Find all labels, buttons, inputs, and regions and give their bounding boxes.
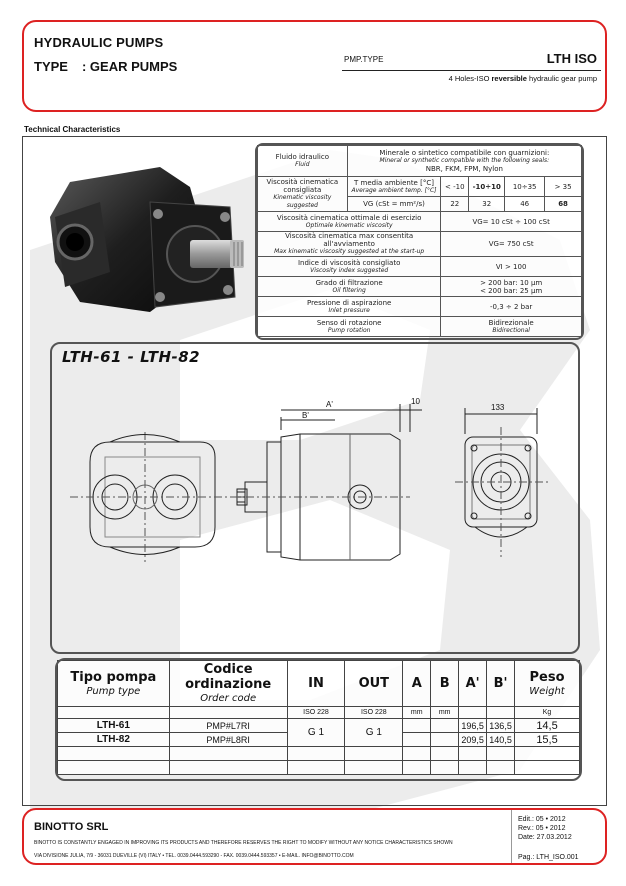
unit-out: ISO 228 (345, 707, 403, 719)
row-b-prime: 140,5 (487, 733, 515, 747)
spec-row-fluid (258, 146, 582, 177)
fluid-value-en: Mineral or synthetic compatible with the following seals: (379, 157, 550, 164)
suction-label-cell (258, 297, 441, 317)
header-pump-type (58, 661, 170, 707)
revision-date: Rev.: 05 • 2012 (518, 825, 566, 832)
opt-label-en: Optimale kinematic viscosity (305, 221, 393, 229)
vg-value: 46 (505, 197, 545, 212)
disclaimer-note: BINOTTO IS CONSTANTLY ENGAGED IN IMPROVING ITS PRODUCTS AND THEREFORE RESERVES THE RIGHT TO MODIFY WITHOUT ANY NOTICE CHARACTERISTICS SHOWN (34, 840, 453, 846)
index-label-cell (258, 257, 441, 277)
header-b: B (431, 661, 459, 707)
suction-label: Pressione di aspirazione (306, 298, 392, 307)
temp-value: < -10 (441, 177, 469, 197)
order-code-header-1: Codice (203, 662, 253, 677)
section-label: Technical Characteristics (24, 125, 121, 134)
row-a (403, 719, 431, 733)
header-in: IN (287, 661, 345, 707)
order-code-header-en: Order code (200, 693, 257, 704)
fluid-value: Minerale o sintetico compatibile con guarnizioni: (379, 149, 550, 157)
temp-value: 10÷35 (505, 177, 545, 197)
drawing-title: LTH-61 - LTH-82 (62, 348, 201, 366)
order-table (57, 660, 580, 775)
row-type: LTH-61 (58, 719, 170, 733)
suction-value: -0,3 ÷ 2 bar (441, 297, 582, 317)
vg-value: 32 (469, 197, 505, 212)
vg-value: 22 (441, 197, 469, 212)
pmp-type-label: PMP.TYPE (344, 55, 384, 64)
subtitle-bold: reversible (491, 74, 527, 83)
row-a (403, 733, 431, 747)
header-a-prime: A' (459, 661, 487, 707)
fluid-value-cell (347, 146, 581, 177)
company-address: VIA DIVISIONE JULIA, 7/9 - 36031 DUEVILLE (VI) ITALY • TEL. 0039.0444.593290 - FAX. 0039.0444.593357 • E-MAIL. INFO@BINOTTO.COM (34, 853, 354, 859)
order-unit-row (58, 707, 580, 719)
row-weight: 15,5 (515, 733, 580, 747)
temp-label-en: Average ambient temp. [°C] (351, 186, 437, 194)
row-b (431, 719, 459, 733)
subtitle-pre: 4 Holes-ISO (448, 74, 492, 83)
header-order-code (169, 661, 287, 707)
rotation-value-cell (441, 317, 582, 337)
index-label-en: Viscosity index suggested (310, 266, 389, 274)
document-meta (518, 815, 572, 842)
spec-row-rotation (258, 317, 582, 337)
max-label: Viscosità cinematica max consentita all'avviamento (285, 232, 414, 248)
rotation-value-en: Bidirectional (492, 326, 530, 334)
filter-label-cell (258, 277, 441, 297)
document-title: HYDRAULIC PUMPS (34, 35, 164, 50)
row-b (431, 733, 459, 747)
rotation-value: Bidirezionale (488, 318, 534, 327)
header-rule (342, 70, 601, 71)
footer-divider (511, 810, 512, 863)
pump-type-line (34, 59, 177, 74)
side-view-drawing (230, 404, 422, 560)
vg-value: 68 (545, 197, 582, 212)
spec-row-optimal (258, 212, 582, 232)
dim-10-label: 10 (411, 397, 420, 406)
spec-row-filter (258, 277, 582, 297)
temp-value: > 35 (545, 177, 582, 197)
max-value: VG= 750 cSt (441, 232, 582, 257)
pump-type-header: Tipo pompa (70, 669, 157, 685)
opt-label-cell (258, 212, 441, 232)
visc-label-cell (258, 177, 348, 212)
dim-a-label: A' (326, 400, 333, 409)
weight-header-en: Weight (529, 685, 565, 697)
unit-weight: Kg (515, 707, 580, 719)
weight-header: Peso (529, 669, 565, 685)
opt-value: VG= 10 cSt ÷ 100 cSt (441, 212, 582, 232)
unit-in: ISO 228 (287, 707, 345, 719)
spec-row-suction (258, 297, 582, 317)
index-value: VI > 100 (441, 257, 582, 277)
filter-value-cell (441, 277, 582, 297)
unit-a: mm (403, 707, 431, 719)
spec-row-index (258, 257, 582, 277)
spec-table (257, 145, 582, 337)
visc-label: Viscosità cinematica consigliata (266, 178, 339, 194)
unit-b: mm (431, 707, 459, 719)
row-b-prime: 136,5 (487, 719, 515, 733)
rotation-label-en: Pump rotation (327, 326, 371, 334)
spec-row-max (258, 232, 582, 257)
page-id: Pag.: LTH_ISO.001 (518, 854, 579, 861)
issue-date: Date: 27.03.2012 (518, 834, 572, 841)
index-label: Indice di viscosità consigliato (297, 258, 401, 267)
fluid-label-cell (258, 146, 348, 177)
spec-row-temp (258, 177, 582, 197)
subtitle-post: hydraulic gear pump (526, 74, 597, 83)
dim-b-label: B' (302, 411, 309, 420)
row-a-prime: 209,5 (459, 733, 487, 747)
temp-label: T media ambiente [°C] (354, 178, 434, 187)
filter-value-2: < 200 bar: 25 μm (480, 286, 543, 295)
header-weight (515, 661, 580, 707)
rotation-label-cell (258, 317, 441, 337)
row-a-prime: 196,5 (459, 719, 487, 733)
order-row-lth61 (58, 719, 580, 733)
visc-label-en: Kinematic viscosity suggested (273, 194, 332, 209)
row-type: LTH-82 (58, 733, 170, 747)
type-label: TYPE (34, 59, 68, 74)
max-label-cell (258, 232, 441, 257)
header-a: A (403, 661, 431, 707)
vg-label: VG (cSt = mm²/s) (347, 197, 441, 212)
header-b-prime: B' (487, 661, 515, 707)
footer-panel (22, 808, 607, 865)
header-out: OUT (345, 661, 403, 707)
filter-value-1: > 200 bar: 10 μm (480, 278, 543, 287)
company-name: BINOTTO SRL (34, 821, 109, 833)
edit-date: Edit.: 05 • 2012 (518, 816, 566, 823)
temp-value: -10÷10 (469, 177, 505, 197)
filter-label: Grado di filtrazione (315, 278, 383, 287)
order-header-row (58, 661, 580, 707)
front-view-drawing (455, 408, 550, 557)
opt-label: Viscosità cinematica ottimale di esercizio (276, 213, 422, 222)
temp-label-cell (347, 177, 441, 197)
filter-label-en: Oil filtering (332, 286, 366, 294)
row-code: PMP#L7RI (169, 719, 287, 733)
row-code: PMP#L8RI (169, 733, 287, 747)
fluid-seals: NBR, FKM, FPM, Nylon (425, 165, 503, 173)
max-label-en: Max kinematic viscosity suggested at the start-up (274, 248, 425, 255)
model-subtitle (449, 74, 597, 83)
row-in-shared: G 1 (287, 719, 345, 747)
header-panel (22, 20, 607, 112)
suction-label-en: Inlet pressure (328, 306, 370, 314)
order-row-empty (58, 747, 580, 761)
pump-type-header-en: Pump type (86, 685, 141, 697)
order-code-header-2: ordinazione (185, 677, 272, 692)
model-name: LTH ISO (546, 51, 597, 66)
order-row-empty (58, 761, 580, 775)
row-weight: 14,5 (515, 719, 580, 733)
fluid-label-en: Fluid (295, 161, 310, 168)
type-value: : GEAR PUMPS (81, 59, 178, 74)
fluid-label: Fluido idraulico (275, 153, 329, 161)
pump-photo (40, 162, 250, 322)
rear-view-drawing (70, 432, 235, 562)
row-out-shared: G 1 (345, 719, 403, 747)
dim-133-label: 133 (491, 403, 505, 412)
technical-drawings (50, 342, 580, 654)
rotation-label: Senso di rotazione (316, 318, 382, 327)
